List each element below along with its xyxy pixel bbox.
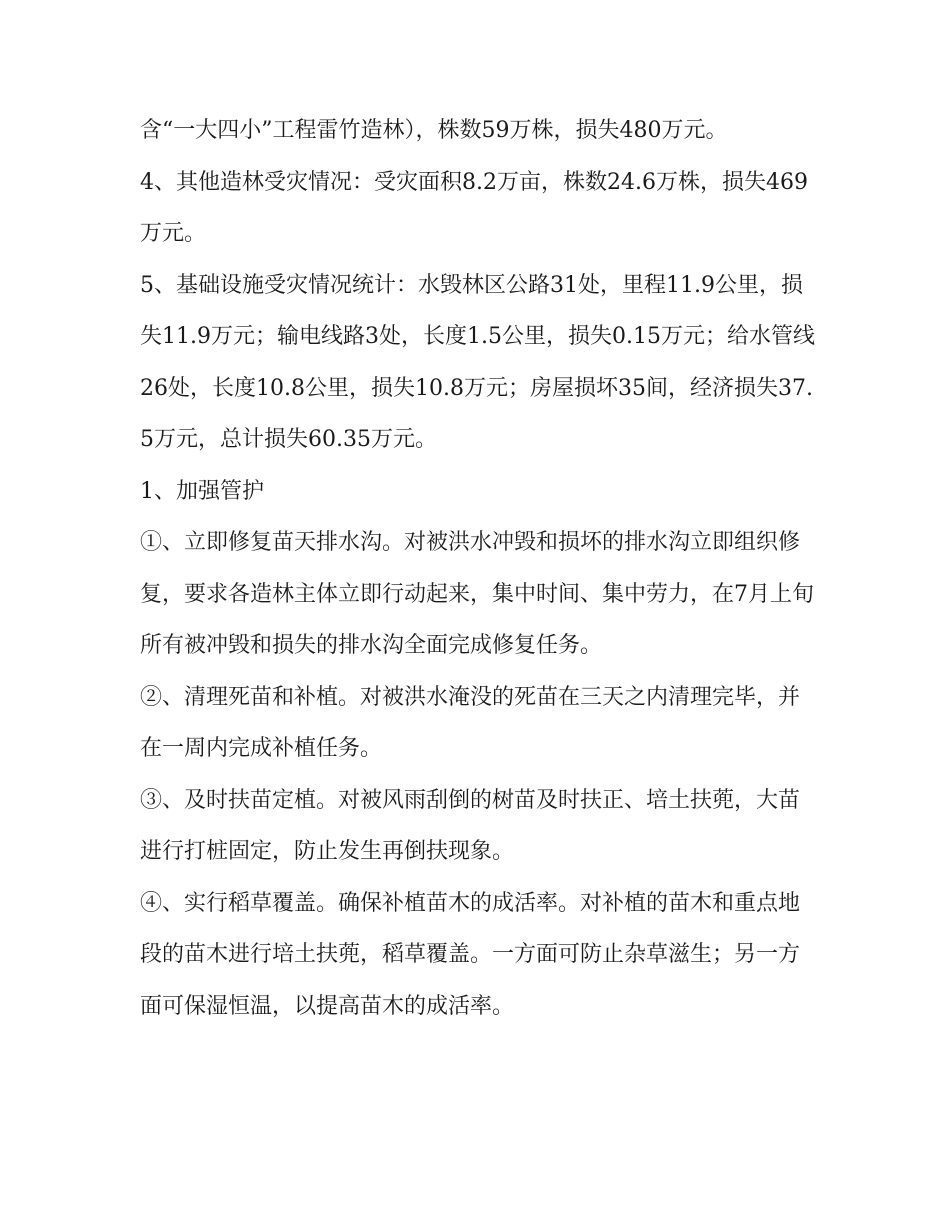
paragraph-clear-dead-seedlings: ②、清理死苗和补植。对被洪水淹没的死苗在三天之内清理完毕，并在一周内完成补植任务。 [140, 684, 801, 761]
paragraph-yidasixiao-loss: 含“一大四小”工程雷竹造林），株数59万株，损失480万元。 [140, 118, 728, 143]
paragraph-repair-ditches: ①、立即修复苗天排水沟。对被洪水冲毁和损坏的排水沟立即组织修复，要求各造林主体立即行动起来，集中时间、集中劳力，在7月上旬所有被冲毁和损失的排水沟全面完成修复任务。 [140, 530, 814, 658]
paragraph-infrastructure: 5、基础设施受灾情况统计：水毁林区公路31处，里程11.9公里，损失11.9万元；输电线路3处，长度1.5公里，损失0.15万元；给水管线26处，长度10.8公里，损失10.8万元；房屋损坏35间，经济损失37.5万元，总计损失60.35万元。 [140, 272, 815, 452]
paragraph-support-seedlings: ③、及时扶苗定植。对被风雨刮倒的树苗及时扶正、培土扶蔸，大苗进行打桩固定，防止发生再倒扶现象。 [140, 787, 801, 864]
paragraph-other-afforestation: 4、其他造林受灾情况：受灾面积8.2万亩，株数24.6万株，损失469万元。 [140, 169, 808, 246]
document-body [140, 105, 820, 1032]
section-heading-strengthen-management: 1、加强管护 [140, 478, 264, 504]
paragraph-straw-mulching: ④、实行稻草覆盖。确保补植苗木的成活率。对补植的苗木和重点地段的苗木进行培土扶蔸，稻草覆盖。一方面可防止杂草滋生；另一方面可保湿恒温，以提高苗木的成活率。 [140, 890, 801, 1019]
